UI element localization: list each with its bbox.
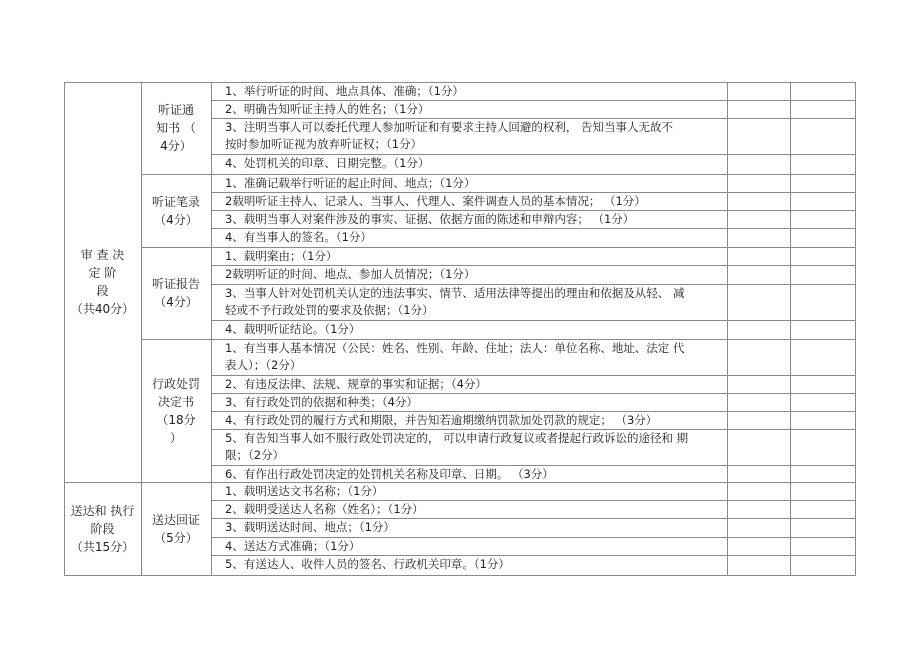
criterion-text: 3、注明当事人可以委托代理人参加听证和有要求主持人回避的权利， 告知当事人无故不 按时参加听证视为放弃听证权；（1分） (225, 120, 673, 151)
criterion-text: 4、载明听证结论。（1分） (225, 322, 361, 336)
criterion-text: 3、有行政处罚的依据和种类；（4分） (225, 395, 418, 409)
criterion-text: 2载明听证的时间、地点、参加人员情况；（1分） (225, 267, 476, 281)
stage-label: 送达和 执行 阶段 （共15分） (70, 504, 135, 554)
criterion-text: 3、当事人针对处罚机关认定的违法事实、情节、适用法律等提出的理由和依据及从轻、 减 轻或不予行政处罚的要求及依据；（1分） (225, 286, 685, 317)
section-label: 送达回证 （5分） (151, 513, 200, 545)
criterion-text: 5、有告知当事人如不服行政处罚决定的， 可以申请行政复议或者提起行政诉讼的途径和 期 限；（2分） (225, 431, 689, 462)
criterion-text: 2载明听证主持人、记录人、当事人、代理人、案件调查人员的基本情况； （1分） (225, 194, 646, 208)
criterion-text: 1、有当事人基本情况（公民：姓名、性别、年龄、住址；法人：单位名称、地址、法定 代 表人）；（2分） (225, 341, 685, 372)
section-label: 听证通 知书 （ 4分） (156, 103, 196, 153)
criterion-text: 1、举行听证的时间、地点具体、准确；（1分） (225, 84, 464, 98)
table-vertical-rule (790, 82, 791, 576)
table-vertical-rule (727, 82, 728, 576)
criterion-text: 1、载明案由；（1分） (225, 249, 338, 263)
criterion-text: 1、载明送达文书名称；（1分） (225, 484, 384, 498)
table-vertical-rule (211, 82, 212, 576)
section-label: 听证笔录 （4分） (151, 194, 200, 227)
criterion-text: 4、有当事人的签名。（1分） (225, 230, 372, 244)
section-label: 行政处罚 决定书 （18分 ） (151, 376, 200, 445)
criterion-text: 4、处罚机关的印章、日期完整。（1分） (225, 156, 430, 170)
section-label: 听证报告 （4分） (151, 277, 200, 309)
criterion-text: 3、载明当事人对案件涉及的事实、证据、依据方面的陈述和申辩内容； （1分） (225, 212, 635, 226)
criterion-text: 5、有送达人、收件人员的签名、行政机关印章。（1分） (225, 557, 510, 571)
table-vertical-rule (855, 82, 856, 576)
scoring-table (64, 82, 856, 576)
criterion-text: 4、有行政处罚的履行方式和期限，并告知若逾期缴纳罚款加处罚款的规定； （3分） (225, 413, 658, 427)
stage-label: 审 查 决 定 阶 段 （共40分） (70, 248, 135, 316)
criterion-text: 2、明确告知听证主持人的姓名；（1分） (225, 102, 430, 116)
criterion-text: 2、载明受送达人名称（姓名）；（1分） (225, 502, 424, 516)
criterion-text: 1、准确记载举行听证的起止时间、地点；（1分） (225, 176, 476, 190)
criterion-text: 3、载明送达时间、地点；（1分） (225, 520, 395, 534)
criterion-text: 6、有作出行政处罚决定的处罚机关名称及印章、日期。 （3分） (225, 467, 554, 481)
criterion-text: 4、送达方式准确；（1分） (225, 539, 361, 553)
criterion-text: 2、有违反法律、法规、规章的事实和证据；（4分） (225, 377, 487, 391)
